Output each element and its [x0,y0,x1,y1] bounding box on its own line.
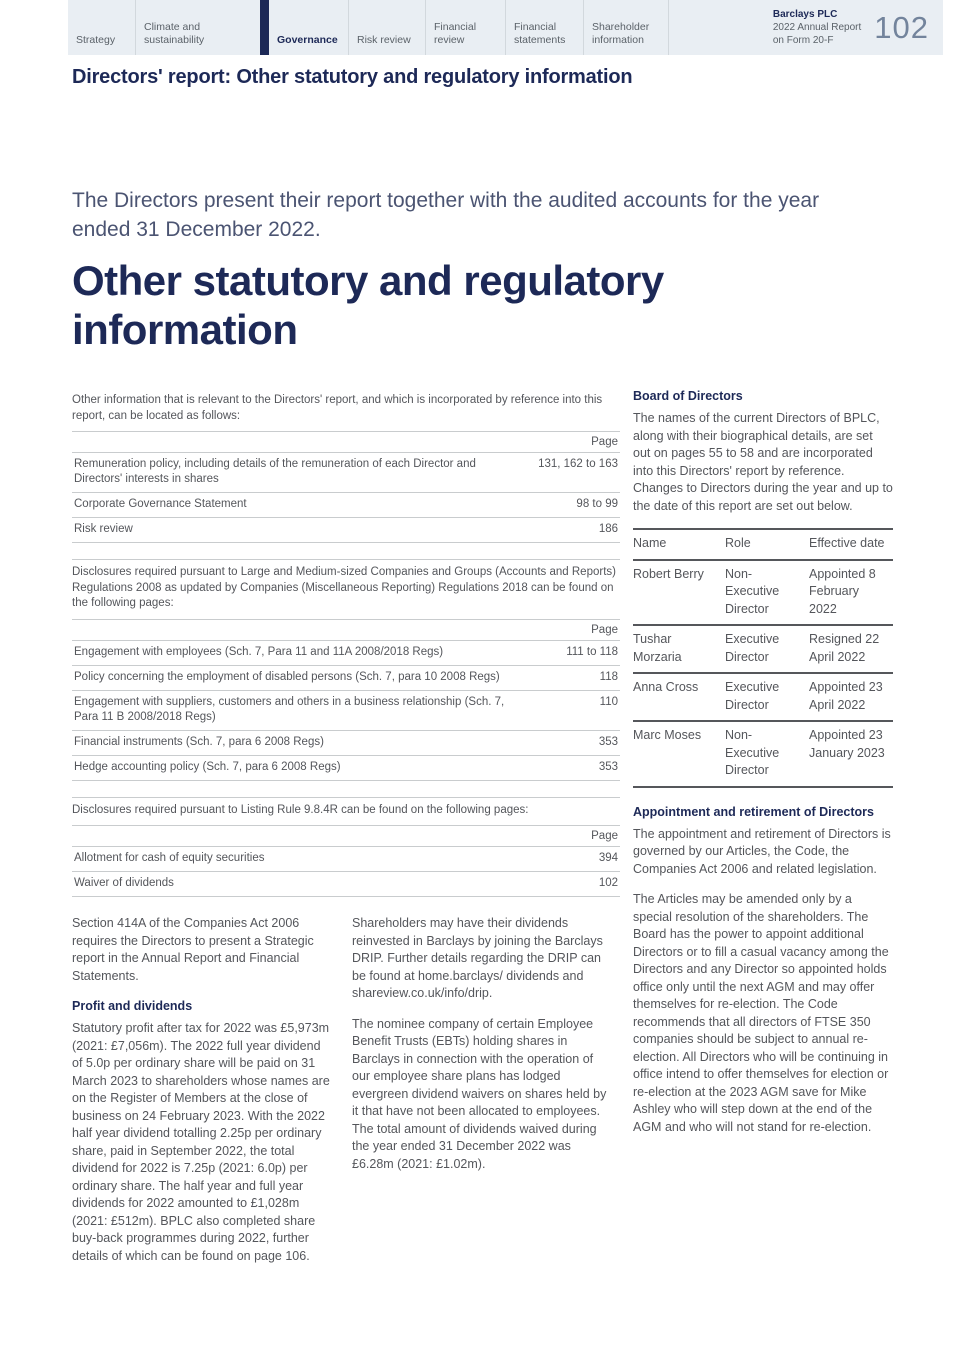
tab-shareholder-information[interactable] [583,0,668,55]
row-page: 353 [598,760,618,773]
table-column-header: Page [72,825,620,847]
tab-governance[interactable] [260,0,348,55]
table-row [633,673,893,721]
tab-strategy[interactable] [68,0,135,55]
table-row [633,560,893,626]
row-label: Engagement with employees (Sch. 7, Para 11 and 11A 2008/2018 Regs) [74,645,444,658]
row-label: Hedge accounting policy (Sch. 7, para 6 2008 Regs) [74,760,341,773]
table-row [72,518,620,543]
row-label: Corporate Governance Statement [74,498,247,510]
table-row [633,625,893,673]
tab-label: Governance [277,33,338,46]
row-page: 102 [598,877,618,889]
lead-paragraph: The Directors present their report together with the audited accounts for the year ended 31 December 2022. [72,189,820,241]
table-row [72,847,620,872]
row-page: 394 [598,852,618,864]
document-title: Directors' report: Other statutory and regulatory information [72,66,633,88]
row-page: 118 [599,670,618,683]
board-of-directors-paragraph: The names of the current Directors of BPLC, along with their biographical details, are set out on pages 55 to 58 and are incorporated into this Directors' report by reference. Changes to Directors during the year and up to the date of this report are set out below. [633,411,893,513]
cell-role: Executive Director [725,632,780,664]
tab-label: Shareholder information [592,21,650,46]
page-number: 102 [874,9,929,45]
tab-label: Strategy [76,33,116,46]
row-label: Engagement with suppliers, customers and others in a business relationship (Sch. 7, Para 11 B 2008/2018 Regs) [74,695,505,723]
table-row [72,731,620,756]
brand-report: 2022 Annual Report [772,22,862,33]
cell-effective-date: Appointed 23 January 2023 [809,728,885,760]
table-intro: Disclosures required pursuant to Listing Rule 9.8.4R can be found on the following pages: [72,803,529,816]
reference-table-group-1 [72,388,620,543]
table-row [72,641,620,666]
header-role: Role [725,536,751,550]
header-name: Name [633,536,667,550]
table-intro: Disclosures required pursuant to Large and Medium-sized Companies and Groups (Accounts and Reports) Regulations 2008 as updated by Companies (Miscellaneous Reporting) Regulations 2018 can be found on the following pages: [72,566,616,609]
row-page: 186 [598,523,618,535]
report-brand-lines [773,8,861,47]
table-row [72,872,620,897]
table-row [633,721,893,787]
row-label: Remuneration policy, including details of the remuneration of each Director and Directors' interests in shares [74,458,476,485]
row-page: 98 to 99 [576,498,618,510]
section-414a-paragraph: Section 414A of the Companies Act 2006 requires the Directors to present a Strategic report in the Annual Report and Financial Statements. [72,916,314,983]
row-label: Waiver of dividends [74,877,174,889]
appointment-paragraph-1: The appointment and retirement of Directors is governed by our Articles, the Code, the Companies Act 2006 and related legislation. [633,826,891,876]
tab-label: Risk review [357,33,411,46]
cell-effective-date: Appointed 23 April 2022 [809,680,883,712]
tab-label: Financial review [434,21,477,46]
directors-changes-table [633,528,893,788]
tab-climate-and-sustainability[interactable] [135,0,260,55]
tab-risk-review[interactable] [348,0,425,55]
board-of-directors-heading: Board of Directors [633,389,743,403]
page-heading: Other statutory and regulatory information [72,257,664,353]
nav-spacer [668,0,773,55]
cell-role: Executive Director [725,680,780,712]
table-row [72,666,620,691]
cell-role: Non-Executive Director [725,728,780,777]
row-page: 353 [598,735,618,748]
drip-paragraph: Shareholders may have their dividends reinvested in Barclays by joining the Barclays DRIP. Further details regarding the DRIP can be found at home.barclays/ dividends and shareview.co.uk/info/drip. [352,916,603,1000]
appointment-retirement-heading: Appointment and retirement of Directors [633,804,874,819]
left-content-block [72,388,620,1278]
appointment-paragraph-2: The Articles may be amended only by a special resolution of the shareholders. The Board has the power to appoint additional Directors or to fill a casual vacancy among the Directors and any Director so appointed holds office only until the next AGM and may offer themselves for re-election. The Code recommends that all directors of FTSE 350 companies should be subject to annual re-election. All Directors who will be continuing in office intend to offer themselves for election or re-election at the 2023 AGM save for Mike Ashley who will step down at the end of the AGM and who will not stand for re-election. [633,892,889,1134]
row-label: Risk review [74,523,133,535]
reference-table-group-2 [72,559,620,781]
main-content [72,388,893,1278]
brand-company: Barclays PLC [772,9,838,20]
profit-and-dividends-paragraph: Statutory profit after tax for 2022 was £5,973m (2021: £7,056m). The 2022 full year dividend of 5.0p per ordinary share will be paid on 31 March 2023 to shareholders whose names are on the Register of Members at the close of business on 24 February 2023. With the 2022 half year dividend totalling 2.25p per ordinary share, paid in September 2022, the total dividend for 2022 is 7.25p (2021: 6.0p) per ordinary share. The half year and full year dividends for 2022 amounted to £1,028m (2021: £512m). BPLC also completed share buy-back programmes during 2022, further details of which can be found on page 106. [72,1021,330,1263]
cell-effective-date: Appointed 8 February 2022 [809,566,876,616]
row-page: 131, 162 to 163 [538,458,618,470]
cell-role: Non-Executive Director [725,566,780,616]
table-row [72,756,620,781]
profit-and-dividends-heading: Profit and dividends [72,999,193,1013]
section-nav-bar [68,0,943,55]
table-row [72,453,620,493]
cell-name: Tushar Morzaria [633,632,682,664]
bottom-text-columns [72,915,620,1278]
header-effective-date: Effective date [809,536,885,550]
tab-financial-review[interactable] [425,0,505,55]
row-label: Financial instruments (Sch. 7, para 6 2008 Regs) [74,735,324,748]
column-middle [352,915,610,1278]
table-row [72,691,620,731]
cell-effective-date: Resigned 22 April 2022 [809,632,880,664]
table-header-row [633,529,893,560]
brand-form: on Form 20-F [772,35,834,46]
row-label: Policy concerning the employment of disabled persons (Sch. 7, para 10 2008 Regs) [74,670,500,683]
tab-label: Financial statements [514,21,566,46]
cell-name: Anna Cross [633,680,699,694]
ebt-waivers-paragraph: The nominee company of certain Employee Benefit Trusts (EBTs) holding shares in Barclays in connection with the operation of our employee share plans has lodged evergreen dividend waivers on shares held by it that have not been allocated to employees. The total amount of dividends waived during the year ended 31 December 2022 was £6.28m (2021: £1.02m). [352,1016,607,1171]
row-label: Allotment for cash of equity securities [74,852,265,864]
tab-label: Climate and sustainability [144,21,205,46]
row-page: 111 to 118 [566,645,618,658]
report-brand-block [773,0,943,55]
cell-name: Marc Moses [633,728,702,742]
table-row [72,493,620,518]
cell-name: Robert Berry [633,566,704,581]
column-right [633,388,893,1278]
table-intro: Other information that is relevant to the Directors' report, and which is incorporated by reference into this report, can be located as follows: [72,394,603,422]
column-left [72,915,330,1278]
row-page: 110 [599,695,618,708]
table-column-header: Page [72,431,620,453]
reference-table-group-3 [72,797,620,898]
table-column-header: Page [72,619,620,641]
tab-financial-statements[interactable] [505,0,583,55]
